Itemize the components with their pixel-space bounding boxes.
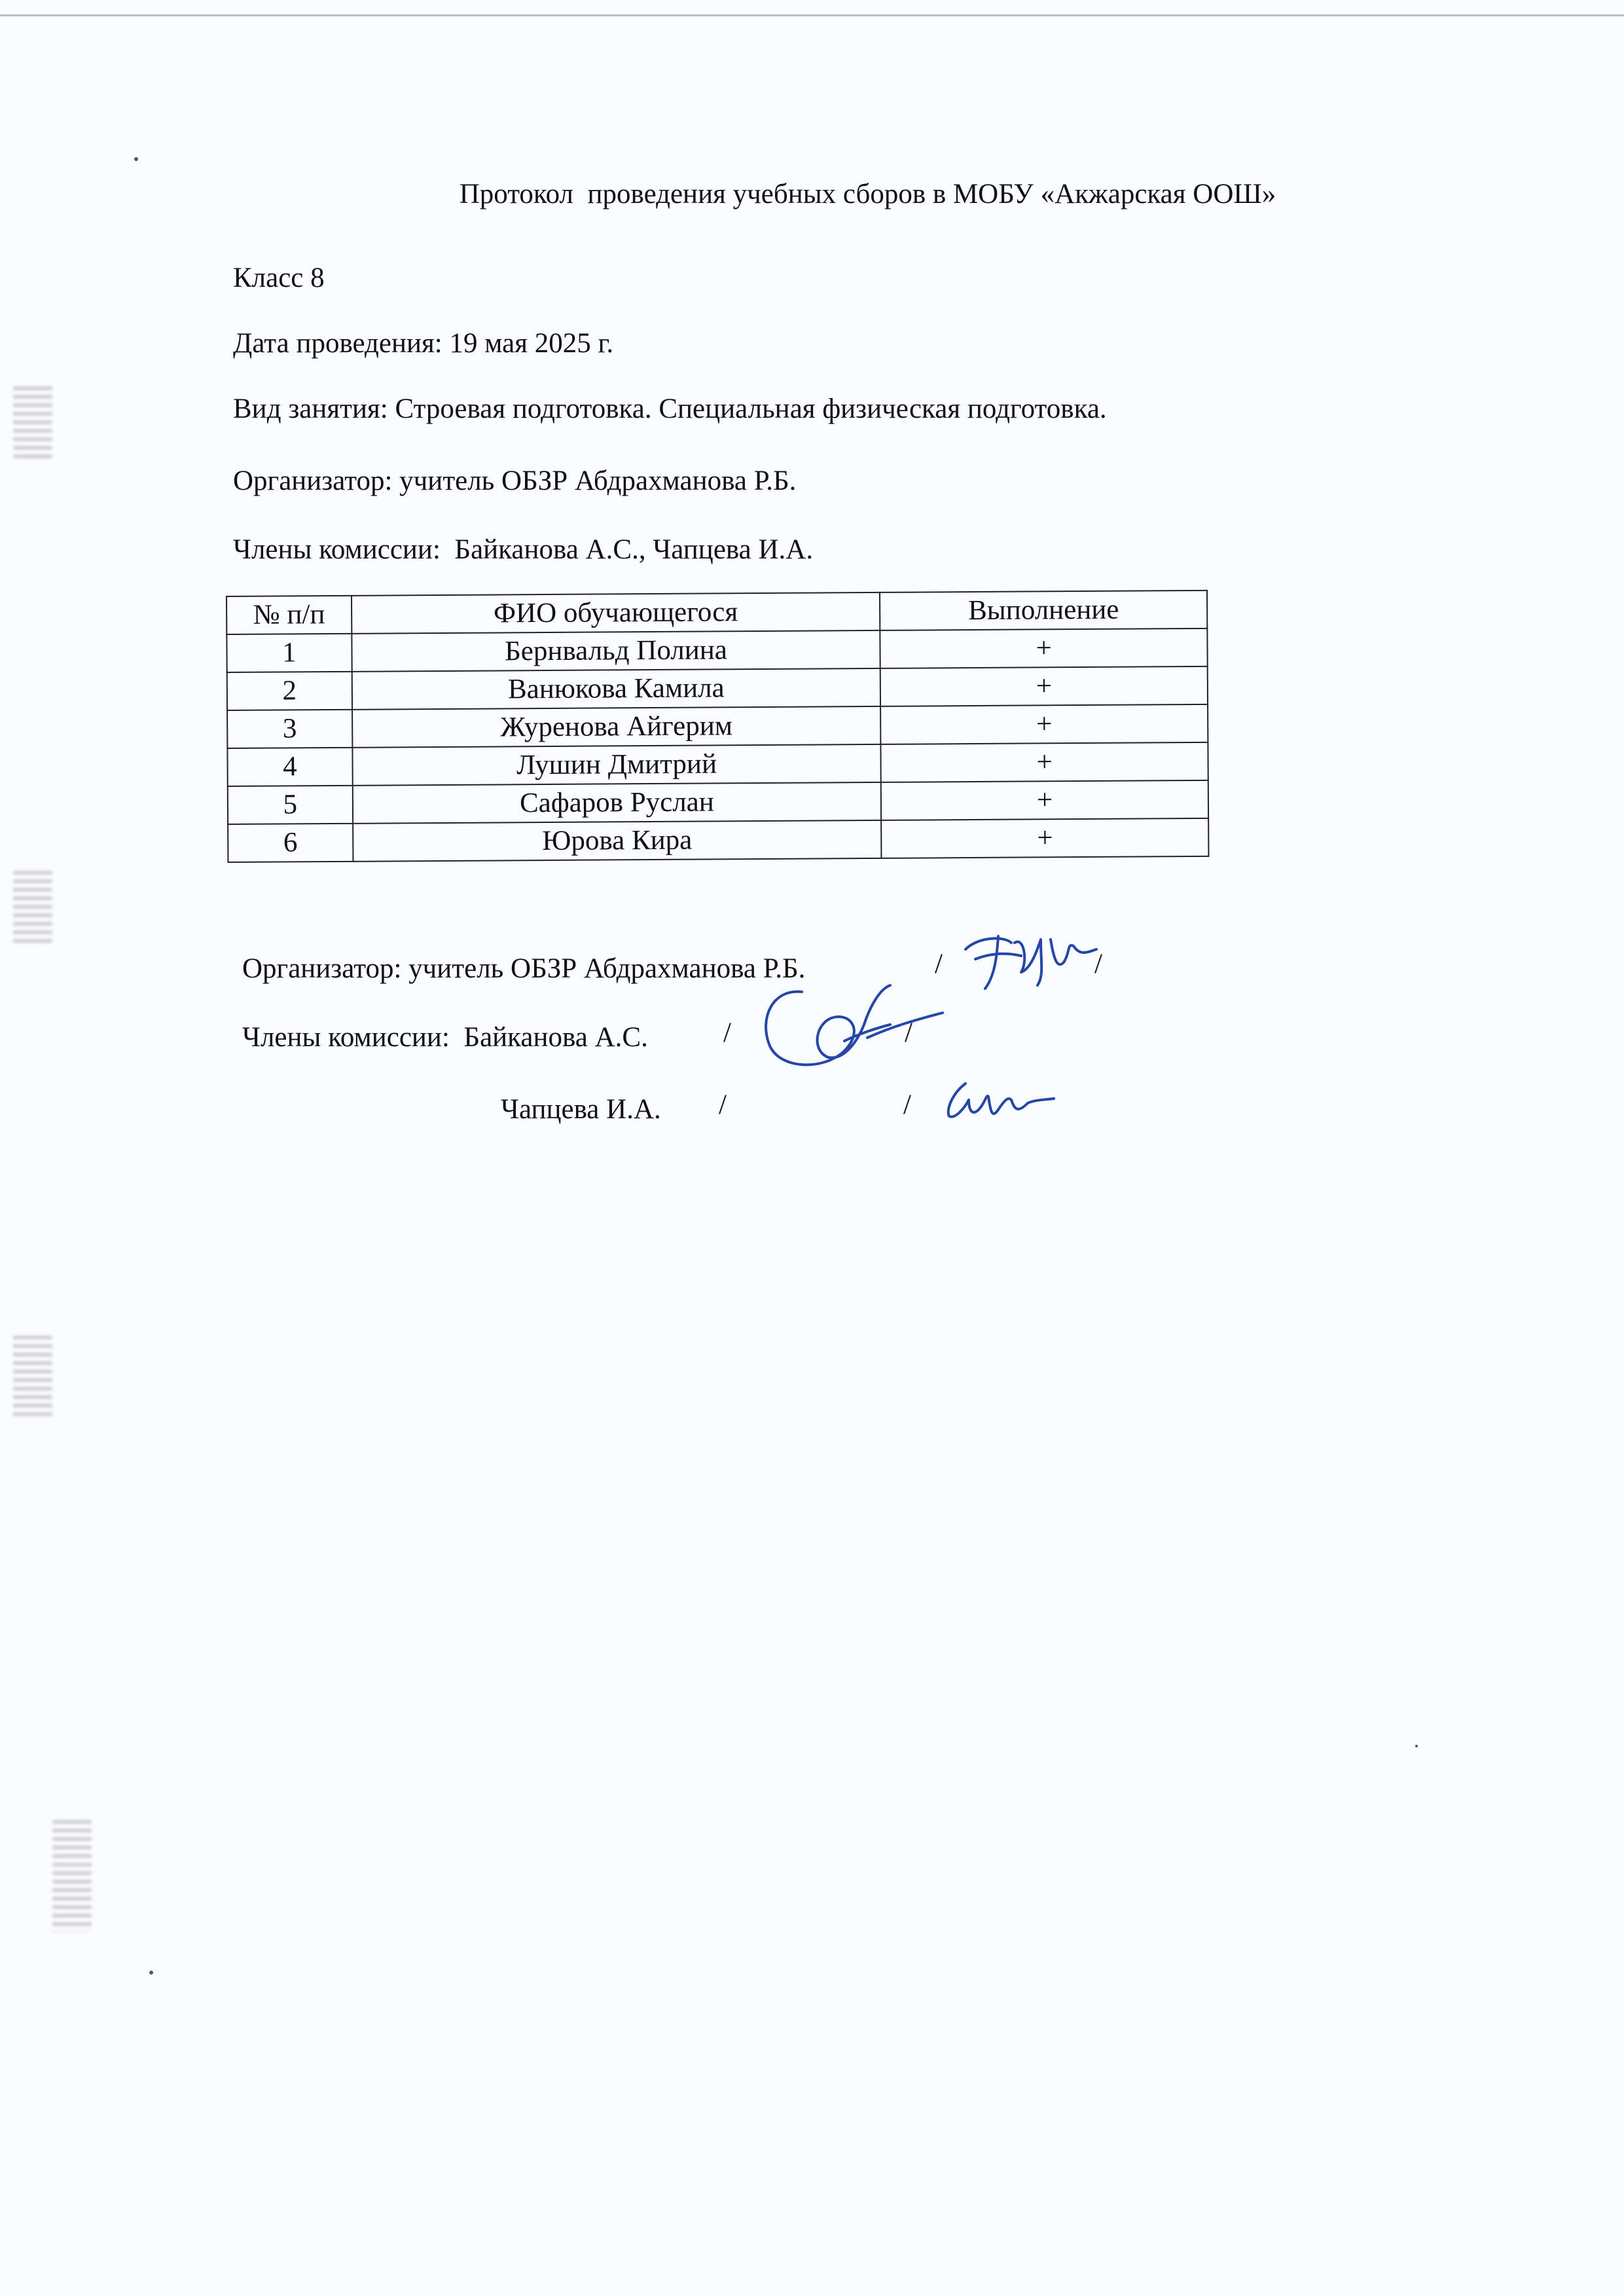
signature-slash: / bbox=[903, 1089, 911, 1120]
student-name: Журенова Айгерим bbox=[352, 706, 881, 748]
table-row bbox=[228, 818, 1208, 862]
class-line: Класс 8 bbox=[233, 263, 325, 293]
member-signature-icon bbox=[753, 979, 949, 1084]
completion-mark: + bbox=[880, 629, 1208, 668]
completion-mark: + bbox=[880, 704, 1208, 744]
table-row bbox=[227, 704, 1208, 748]
row-number: 6 bbox=[228, 824, 353, 862]
header-completion: Выполнение bbox=[880, 591, 1207, 630]
signature-slash: / bbox=[723, 1017, 731, 1048]
scan-speck bbox=[134, 157, 138, 161]
scan-artifact bbox=[13, 871, 52, 943]
scan-top-edge-line bbox=[0, 14, 1624, 16]
table-row bbox=[227, 666, 1208, 710]
scan-speck bbox=[149, 1971, 153, 1975]
signature-slash: / bbox=[905, 1017, 912, 1048]
signature-slash: / bbox=[1094, 949, 1102, 979]
scan-speck bbox=[1415, 1745, 1418, 1747]
table-row bbox=[226, 629, 1207, 672]
signature-organizer-label: Организатор: учитель ОБЗР Абдрахманова Р.Б. bbox=[242, 953, 806, 984]
completion-mark: + bbox=[880, 666, 1208, 706]
header-student-name: ФИО обучающегося bbox=[352, 592, 880, 634]
signature-slash: / bbox=[719, 1089, 727, 1120]
commission-line: Члены комиссии: Байканова А.С., Чапцева И.А. bbox=[233, 534, 814, 565]
scan-artifact bbox=[13, 386, 52, 458]
completion-mark: + bbox=[881, 818, 1208, 858]
table-row bbox=[228, 780, 1208, 824]
signature-second-member-label: Чапцева И.А. bbox=[501, 1094, 661, 1125]
row-number: 1 bbox=[226, 634, 352, 672]
scan-artifact bbox=[52, 1820, 92, 1931]
completion-mark: + bbox=[881, 780, 1208, 820]
document-title: Протокол проведения учебных сборов в МОБУ «Акжарская ООШ» bbox=[459, 179, 1276, 210]
results-table bbox=[226, 590, 1209, 863]
row-number: 3 bbox=[227, 710, 352, 748]
student-name: Бернвальд Полина bbox=[352, 630, 880, 672]
header-number: № п/п bbox=[226, 596, 352, 634]
row-number: 2 bbox=[227, 672, 352, 710]
second-member-signature-icon bbox=[939, 1074, 1064, 1126]
row-number: 5 bbox=[228, 786, 353, 824]
student-name: Ванюкова Камила bbox=[352, 668, 880, 710]
student-name: Юрова Кира bbox=[353, 820, 882, 862]
completion-mark: + bbox=[881, 742, 1208, 782]
signature-commission-label: Члены комиссии: Байканова А.С. bbox=[242, 1022, 648, 1053]
lesson-type-line: Вид занятия: Строевая подготовка. Специальная физическая подготовка. bbox=[233, 393, 1107, 424]
table-header-row bbox=[226, 591, 1207, 634]
scan-artifact bbox=[13, 1336, 52, 1421]
organizer-signature-icon bbox=[959, 923, 1103, 995]
table-row bbox=[227, 742, 1208, 786]
organizer-line: Организатор: учитель ОБЗР Абдрахманова Р.Б. bbox=[233, 465, 797, 496]
signature-slash: / bbox=[935, 949, 943, 979]
date-line: Дата проведения: 19 мая 2025 г. bbox=[233, 328, 614, 359]
student-name: Лушин Дмитрий bbox=[352, 744, 881, 786]
row-number: 4 bbox=[227, 748, 352, 786]
student-name: Сафаров Руслан bbox=[353, 782, 882, 824]
